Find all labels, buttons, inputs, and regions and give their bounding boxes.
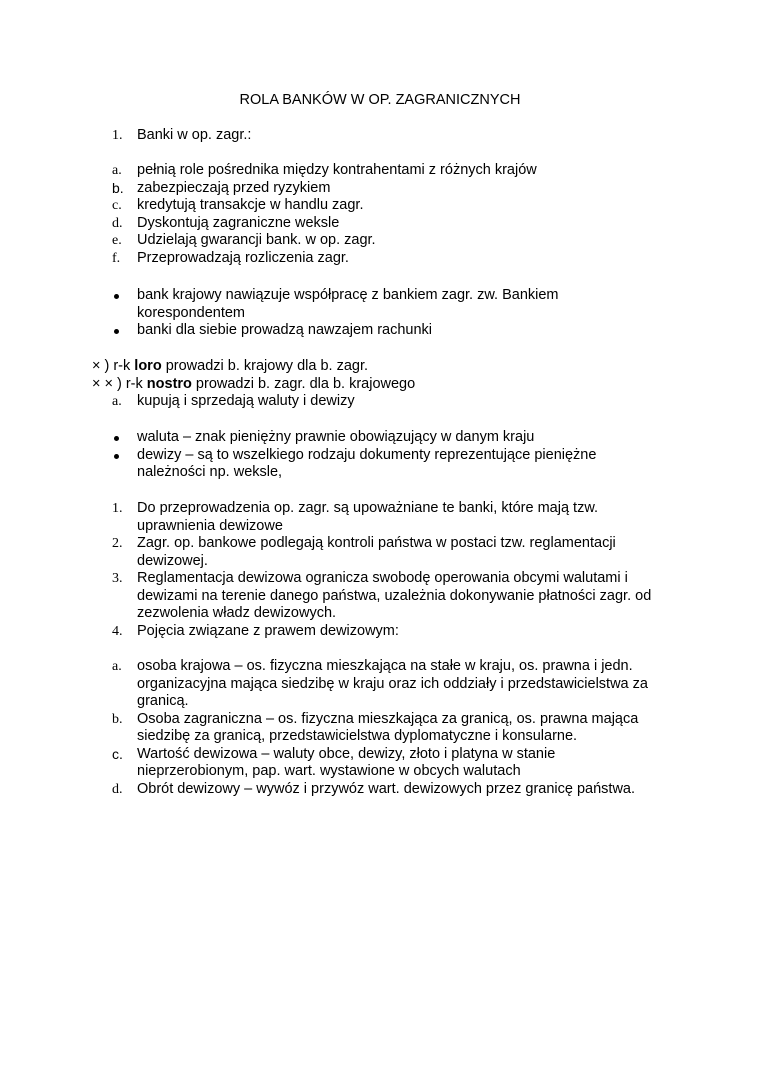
list-item bbox=[0, 781, 697, 799]
item-marker: 1. bbox=[112, 501, 123, 516]
list-item bbox=[0, 197, 667, 215]
item-marker: a. bbox=[112, 163, 122, 178]
item-marker: b. bbox=[112, 179, 124, 196]
bullet-icon bbox=[114, 454, 119, 459]
bullet-item bbox=[0, 447, 637, 482]
item-text: banki dla siebie prowadzą nawzajem rachunki bbox=[137, 322, 432, 338]
accounts-section bbox=[0, 358, 760, 411]
numbered-item bbox=[0, 535, 657, 570]
numbered-list-regulation bbox=[0, 500, 760, 640]
document-title: ROLA BANKÓW W OP. ZAGRANICZNYCH bbox=[239, 92, 521, 108]
item-text: osoba krajowa – os. fizyczna mieszkająca na stałe w kraju, os. prawna i jedn. organizacyjna mająca siedzibę w kraju oraz ich oddziały i przedstawicielstwa za granicą. bbox=[137, 658, 648, 709]
bullet-icon bbox=[114, 294, 119, 299]
list-item bbox=[0, 232, 667, 250]
item-text: dewizy – są to wszelkiego rodzaju dokumenty reprezentujące pieniężne należności np. weksle, bbox=[137, 446, 597, 480]
item-text: Dyskontują zagraniczne weksle bbox=[137, 214, 340, 231]
list-item bbox=[0, 711, 672, 746]
item-marker: d. bbox=[112, 215, 123, 231]
item-text: Zagr. op. bankowe podlegają kontroli państwa w postaci tzw. reglamentacji dewizowej. bbox=[137, 535, 616, 569]
bullet-item bbox=[0, 287, 597, 322]
item-text: Obrót dewizowy – wywóz i przywóz wart. dewizowych przez granicę państwa. bbox=[137, 780, 636, 797]
item-marker: b. bbox=[112, 711, 123, 727]
item-marker: 3. bbox=[112, 571, 123, 586]
item-text: Udzielają gwarancji bank. w op. zagr. bbox=[137, 232, 376, 248]
nostro-prefix: × × ) r-k bbox=[92, 375, 147, 392]
item-text: kupują i sprzedają waluty i dewizy bbox=[137, 393, 355, 409]
item-text: pełnią role pośrednika między kontrahentami z różnych krajów bbox=[137, 162, 537, 178]
nostro-suffix: prowadzi b. zagr. dla b. krajowego bbox=[191, 375, 416, 392]
item-text: Wartość dewizowa – waluty obce, dewizy, złoto i platyna w stanie nieprzerobionym, pap. wart. wystawione w obcych walutach bbox=[137, 745, 556, 779]
item-marker: 2. bbox=[112, 536, 123, 551]
item-text: Osoba zagraniczna – os. fizyczna mieszkająca za granicą, os. prawna mająca siedzibę za granicą, przedstawicielstwa dyplomatyczne i konsularne. bbox=[137, 710, 639, 744]
section-1 bbox=[0, 127, 760, 145]
list-item bbox=[0, 215, 667, 233]
item-text: Do przeprowadzenia op. zagr. są upoważniane te banki, które mają tzw. uprawnienia dewizowe bbox=[137, 500, 599, 534]
letter-list-roles bbox=[0, 162, 760, 267]
numbered-item bbox=[0, 570, 667, 623]
bullet-list-correspondent bbox=[0, 287, 760, 340]
item-marker: 4. bbox=[112, 623, 123, 639]
item-text: Przeprowadzają rozliczenia zagr. bbox=[137, 249, 349, 266]
bullet-item bbox=[0, 322, 667, 340]
numbered-item bbox=[0, 500, 637, 535]
bullet-icon bbox=[114, 436, 119, 441]
bullet-list-currency bbox=[0, 429, 760, 482]
list-item bbox=[0, 162, 667, 180]
item-text: Banki w op. zagr.: bbox=[137, 127, 252, 143]
letter-list-definitions bbox=[0, 658, 760, 798]
item-text: bank krajowy nawiązuje współpracę z bankiem zagr. zw. Bankiem korespondentem bbox=[137, 287, 559, 321]
list-item bbox=[0, 180, 667, 198]
item-marker: 1. bbox=[112, 128, 123, 143]
item-text: kredytują transakcje w handlu zagr. bbox=[137, 197, 364, 213]
item-marker: c. bbox=[112, 198, 122, 213]
loro-suffix: prowadzi b. krajowy dla b. zagr. bbox=[161, 358, 369, 374]
item-marker: a. bbox=[112, 394, 122, 409]
item-text: Pojęcia związane z prawem dewizowym: bbox=[137, 622, 399, 639]
list-item bbox=[0, 658, 662, 711]
list-item bbox=[0, 250, 667, 268]
bullet-icon bbox=[114, 329, 119, 334]
item-text: waluta – znak pieniężny prawnie obowiązujący w danym kraju bbox=[137, 429, 535, 445]
nostro-term: nostro bbox=[146, 375, 192, 392]
bullet-item bbox=[0, 429, 667, 447]
item-marker: c. bbox=[112, 745, 123, 762]
item-marker: e. bbox=[112, 233, 122, 248]
numbered-item bbox=[0, 127, 667, 145]
numbered-item bbox=[0, 623, 667, 641]
item-marker: f. bbox=[112, 250, 121, 266]
loro-prefix: × ) r-k bbox=[92, 358, 135, 374]
loro-line bbox=[0, 358, 760, 376]
list-item bbox=[0, 746, 597, 781]
item-text: zabezpieczają przed ryzykiem bbox=[137, 179, 331, 196]
item-text: Reglamentacja dewizowa ogranicza swobodę operowania obcymi walutami i dewizami na terenie danego państwa, uzależnia dokonywanie płatności zagr. od zezwolenia władz dewizowych. bbox=[137, 570, 652, 621]
list-item bbox=[0, 393, 667, 411]
nostro-line bbox=[0, 376, 760, 394]
loro-term: loro bbox=[134, 358, 162, 374]
item-marker: d. bbox=[112, 781, 123, 797]
item-marker: a. bbox=[112, 659, 122, 674]
